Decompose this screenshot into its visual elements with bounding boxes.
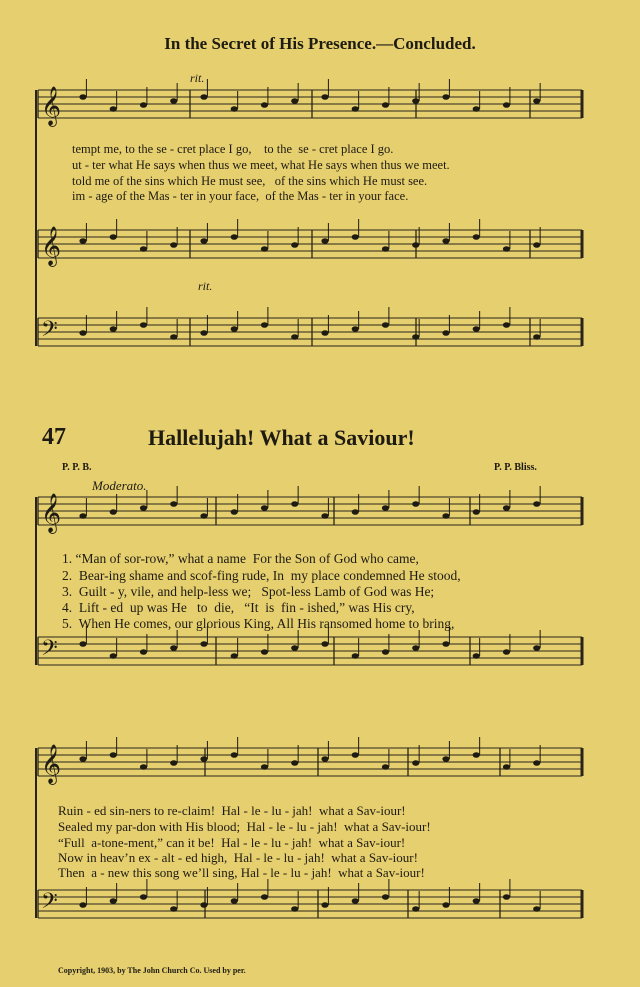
notehead bbox=[412, 98, 419, 104]
notehead bbox=[473, 234, 480, 240]
notehead bbox=[110, 752, 117, 758]
notehead bbox=[231, 326, 238, 332]
notehead bbox=[503, 764, 510, 770]
notehead bbox=[382, 505, 389, 511]
clef: 𝄢 bbox=[41, 889, 58, 919]
notehead bbox=[261, 764, 268, 770]
notehead bbox=[231, 509, 238, 515]
notehead bbox=[140, 764, 147, 770]
notehead bbox=[231, 234, 238, 240]
notehead bbox=[110, 234, 117, 240]
notehead bbox=[200, 330, 207, 336]
verse-lyric: 2. Bear-ing shame and scof-fing rude, In my place condemned He stood, bbox=[62, 568, 461, 583]
verse-lyric: 4. Lift - ed up was He to die, “It is fin - ished,” was His cry, bbox=[62, 600, 415, 615]
notehead bbox=[473, 509, 480, 515]
notehead bbox=[442, 94, 449, 100]
hymn-number: 47 bbox=[42, 424, 66, 450]
notehead bbox=[533, 242, 540, 248]
notehead bbox=[170, 334, 177, 340]
notehead bbox=[140, 649, 147, 655]
notehead bbox=[352, 509, 359, 515]
clef: 𝄞 bbox=[41, 493, 62, 533]
notehead bbox=[503, 649, 510, 655]
notehead bbox=[140, 505, 147, 511]
notehead bbox=[170, 906, 177, 912]
notehead bbox=[110, 653, 117, 659]
verse-lyric: Then a - new this song we’ll sing, Hal - le - lu - jah! what a Sav-iour! bbox=[58, 865, 425, 880]
notehead bbox=[200, 238, 207, 244]
notehead bbox=[533, 98, 540, 104]
notehead bbox=[321, 94, 328, 100]
notehead bbox=[140, 102, 147, 108]
notehead bbox=[352, 653, 359, 659]
notehead bbox=[170, 242, 177, 248]
notehead bbox=[382, 102, 389, 108]
verse-lyric: “Full a-tone-ment,” can it be! Hal - le - lu - jah! what a Sav-iour! bbox=[58, 835, 406, 850]
notehead bbox=[473, 898, 480, 904]
notehead bbox=[352, 898, 359, 904]
words-credit: P. P. B. bbox=[62, 462, 92, 473]
notehead bbox=[352, 234, 359, 240]
hymn-title: Hallelujah! What a Saviour! bbox=[148, 425, 415, 450]
notehead bbox=[261, 246, 268, 252]
clef: 𝄞 bbox=[41, 86, 62, 126]
verse-lyric: Sealed my par-don with His blood; Hal - le - lu - jah! what a Sav-iour! bbox=[58, 819, 431, 834]
notehead bbox=[291, 501, 298, 507]
music-credit: P. P. Bliss. bbox=[494, 462, 537, 473]
notehead bbox=[382, 649, 389, 655]
notehead bbox=[110, 898, 117, 904]
notehead bbox=[473, 326, 480, 332]
verse-lyric: 1. “Man of sor-row,” what a name For the Son of God who came, bbox=[62, 551, 419, 566]
notehead bbox=[291, 98, 298, 104]
notehead bbox=[291, 334, 298, 340]
notehead bbox=[200, 756, 207, 762]
verse-lyric: 3. Guilt - y, vile, and help-less we; Spot-less Lamb of God was He; bbox=[62, 584, 435, 599]
notehead bbox=[231, 106, 238, 112]
copyright-notice: Copyright, 1903, by The John Church Co. Used by per. bbox=[58, 966, 246, 975]
notehead bbox=[442, 902, 449, 908]
notehead bbox=[352, 326, 359, 332]
clef: 𝄞 bbox=[41, 226, 62, 266]
notehead bbox=[352, 106, 359, 112]
lyric-line: ut - ter what He says when thus we meet, what He says when thus we meet. bbox=[72, 158, 450, 172]
notehead bbox=[140, 246, 147, 252]
notehead bbox=[352, 752, 359, 758]
notehead bbox=[533, 501, 540, 507]
notehead bbox=[533, 334, 540, 340]
notehead bbox=[533, 760, 540, 766]
notehead bbox=[321, 641, 328, 647]
lyric-line: tempt me, to the se - cret place I go, to the se - cret place I go. bbox=[72, 142, 394, 156]
notehead bbox=[412, 242, 419, 248]
tempo-marking: Moderato. bbox=[92, 478, 147, 493]
verse-lyric: Now in heav’n ex - alt - ed high, Hal - le - lu - jah! what a Sav-iour! bbox=[58, 850, 418, 865]
notehead bbox=[291, 906, 298, 912]
notehead bbox=[442, 238, 449, 244]
notehead bbox=[321, 513, 328, 519]
notehead bbox=[321, 330, 328, 336]
staff-lines bbox=[38, 90, 582, 918]
notehead bbox=[382, 894, 389, 900]
notehead bbox=[231, 653, 238, 659]
notehead bbox=[79, 641, 86, 647]
notehead bbox=[442, 513, 449, 519]
notehead bbox=[382, 322, 389, 328]
rit-marking-1: rit. bbox=[190, 71, 205, 85]
notehead bbox=[442, 330, 449, 336]
notehead bbox=[110, 106, 117, 112]
notehead bbox=[79, 513, 86, 519]
page-title: In the Secret of His Presence.—Concluded. bbox=[164, 34, 476, 53]
notehead bbox=[533, 645, 540, 651]
verse-lyric: Ruin - ed sin-ners to re-claim! Hal - le - lu - jah! what a Sav-iour! bbox=[58, 803, 406, 818]
notehead bbox=[170, 98, 177, 104]
verse-lyric: 5. When He comes, our glorious King, All His ransomed home to bring, bbox=[62, 616, 455, 631]
notehead bbox=[503, 322, 510, 328]
notehead bbox=[200, 902, 207, 908]
notehead bbox=[200, 513, 207, 519]
lyric-line: im - age of the Mas - ter in your face, of the Mas - ter in your face. bbox=[72, 189, 409, 203]
notehead bbox=[503, 505, 510, 511]
notehead bbox=[110, 509, 117, 515]
notehead bbox=[442, 756, 449, 762]
notehead bbox=[442, 641, 449, 647]
notehead bbox=[412, 334, 419, 340]
notehead bbox=[382, 246, 389, 252]
notehead bbox=[291, 760, 298, 766]
notehead bbox=[412, 906, 419, 912]
notehead bbox=[261, 894, 268, 900]
notehead bbox=[79, 756, 86, 762]
notehead bbox=[170, 760, 177, 766]
notehead bbox=[473, 653, 480, 659]
notehead bbox=[170, 645, 177, 651]
notehead bbox=[473, 106, 480, 112]
notehead bbox=[533, 906, 540, 912]
notehead bbox=[503, 102, 510, 108]
notehead bbox=[503, 246, 510, 252]
notehead bbox=[412, 760, 419, 766]
clef: 𝄢 bbox=[41, 636, 58, 666]
notehead bbox=[231, 898, 238, 904]
notehead bbox=[170, 501, 177, 507]
notehead bbox=[412, 501, 419, 507]
notehead bbox=[200, 94, 207, 100]
notehead bbox=[140, 322, 147, 328]
notehead bbox=[321, 902, 328, 908]
notehead bbox=[200, 641, 207, 647]
lyric-line: told me of the sins which He must see, of the sins which He must see. bbox=[72, 174, 428, 188]
notehead bbox=[291, 645, 298, 651]
notehead bbox=[382, 764, 389, 770]
rit-marking-2: rit. bbox=[198, 279, 213, 293]
notehead bbox=[261, 505, 268, 511]
notehead bbox=[79, 238, 86, 244]
notehead bbox=[79, 902, 86, 908]
notehead bbox=[412, 645, 419, 651]
notehead bbox=[321, 756, 328, 762]
notehead bbox=[110, 326, 117, 332]
notehead bbox=[261, 322, 268, 328]
clefs bbox=[41, 86, 61, 919]
clef: 𝄞 bbox=[41, 744, 62, 784]
notehead bbox=[261, 102, 268, 108]
notehead bbox=[321, 238, 328, 244]
notehead bbox=[79, 330, 86, 336]
notehead bbox=[79, 94, 86, 100]
notehead bbox=[261, 649, 268, 655]
notehead bbox=[231, 752, 238, 758]
clef: 𝄢 bbox=[41, 317, 58, 347]
notehead bbox=[473, 752, 480, 758]
notehead bbox=[291, 242, 298, 248]
notehead bbox=[503, 894, 510, 900]
notehead bbox=[140, 894, 147, 900]
